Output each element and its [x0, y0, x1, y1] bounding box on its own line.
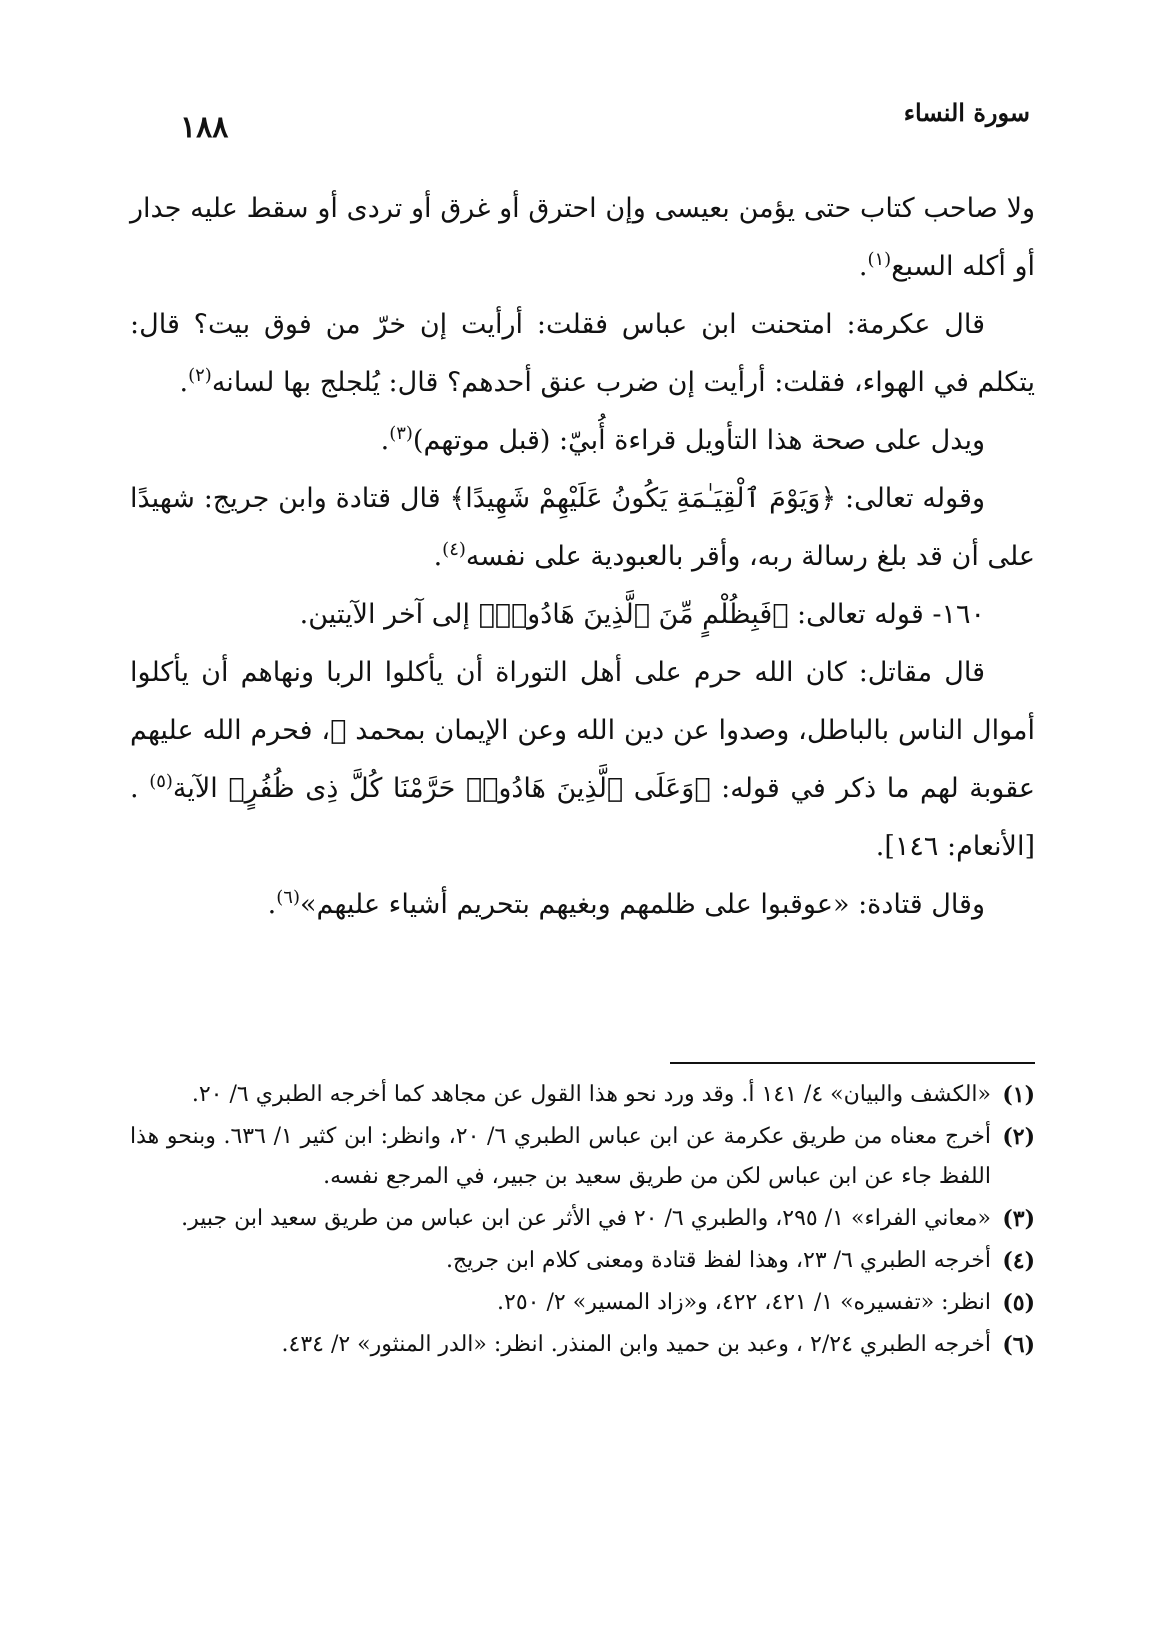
footnote-number: (٤) — [1002, 1248, 1035, 1274]
footnote — [130, 1241, 1035, 1281]
paragraph — [130, 470, 1035, 586]
footnote-number: (١) — [1002, 1082, 1035, 1108]
footnote-number: (٥) — [1002, 1290, 1035, 1316]
main-text — [130, 180, 1035, 934]
paragraph-tail: .[الأنعام: ١٤٦]. — [130, 773, 1035, 862]
paragraph-text: قال عكرمة: امتحنت ابن عباس فقلت: أرأيت إن خرّ من فوق بيت؟ قال: يتكلم في الهواء، فقلت: أرأيت إن ضرب عنق أحدهم؟ قال: يُلجلج بها لسانه — [130, 309, 1035, 398]
footnote — [130, 1075, 1035, 1115]
paragraph — [130, 180, 1035, 296]
footnote-text: «معاني الفراء» ١/ ٢٩٥، والطبري ٦/ ٢٠ في الأثر عن ابن عباس من طريق سعيد ابن جبير. — [181, 1206, 991, 1231]
footnotes — [130, 1075, 1035, 1367]
footnote-number: (٦) — [1002, 1332, 1035, 1358]
footnote — [130, 1325, 1035, 1365]
footnote-marker: (٣) — [389, 423, 413, 444]
footnote-text: أخرج معناه من طريق عكرمة عن ابن عباس الطبري ٦/ ٢٠، وانظر: ابن كثير ١/ ٦٣٦. وبنحو هذا اللفظ جاء عن ابن عباس لكن من طريق سعيد بن جبير، في المرجع نفسه. — [130, 1124, 991, 1189]
paragraph — [130, 876, 1035, 934]
paragraph — [130, 412, 1035, 470]
footnote-number: (٢) — [1002, 1124, 1035, 1150]
paragraph-text: وقوله تعالى: ﴿وَيَوْمَ ٱلْقِيَـٰمَةِ يَكُونُ عَلَيْهِمْ شَهِيدًا﴾ قال قتادة وابن جريج: شهيدًا على أن قد بلغ رسالة ربه، وأقر بالعبودية على نفسه — [130, 483, 1035, 572]
paragraph-text: ١٦٠- قوله تعالى: ﴿فَبِظُلْمٍ مِّنَ ٱلَّذِينَ هَادُوا۟﴾ إلى آخر الآيتين. — [299, 599, 985, 630]
footnote-text: «الكشف والبيان» ٤/ ١٤١ أ. وقد ورد نحو هذا القول عن مجاهد كما أخرجه الطبري ٦/ ٢٠. — [191, 1082, 991, 1107]
footnote-separator — [670, 1062, 1035, 1064]
footnote — [130, 1199, 1035, 1239]
footnote-text: أخرجه الطبري ٢/٢٤ ، وعبد بن حميد وابن المنذر. انظر: «الدر المنثور» ٢/ ٤٣٤. — [281, 1332, 991, 1357]
paragraph — [130, 296, 1035, 412]
paragraph-text: وقال قتادة: «عوقبوا على ظلمهم وبغيهم بتحريم أشياء عليهم» — [299, 889, 985, 920]
footnote — [130, 1283, 1035, 1323]
paragraph-tail: . — [433, 541, 443, 572]
paragraph-tail: . — [380, 425, 390, 456]
footnote-marker: (٦) — [276, 887, 300, 908]
footnote-marker: (٢) — [188, 365, 212, 386]
paragraph — [130, 586, 1035, 644]
paragraph-text: ويدل على صحة هذا التأويل قراءة أُبيّ: (قبل موتهم) — [412, 425, 985, 456]
paragraph-tail: . — [267, 889, 277, 920]
paragraph-text: قال مقاتل: كان الله حرم على أهل التوراة أن يأكلوا الربا ونهاهم أن يأكلوا أموال الناس بالباطل، وصدوا عن دين الله وعن الإيمان بمحمد ﷺ، فحرم الله عليهم عقوبة لهم ما ذكر في قوله: ﴿وَعَلَى ٱلَّذِينَ هَادُوا۟ حَرَّمْنَا كُلَّ ذِى ظُفُرٍ﴾ الآية — [130, 657, 1035, 804]
footnote-text: انظر: «تفسيره» ١/ ٤٢١، ٤٢٢، و«زاد المسير» ٢/ ٢٥٠. — [497, 1290, 991, 1315]
paragraph — [130, 644, 1035, 876]
footnote-text: أخرجه الطبري ٦/ ٢٣، وهذا لفظ قتادة ومعنى كلام ابن جريج. — [445, 1248, 991, 1273]
footnote-number: (٣) — [1002, 1206, 1035, 1232]
page-header — [180, 98, 1030, 158]
footnote — [130, 1117, 1035, 1197]
footnote-marker: (٤) — [442, 539, 466, 560]
paragraph-tail: . — [179, 367, 189, 398]
surah-title: سورة النساء — [903, 98, 1030, 127]
footnote-marker: (٥) — [149, 771, 173, 792]
page-number: ١٨٨ — [180, 110, 229, 145]
paragraph-tail: . — [858, 251, 868, 282]
footnote-marker: (١) — [867, 249, 892, 270]
paragraph-text: ولا صاحب كتاب حتى يؤمن بعيسى وإن احترق أو غرق أو تردى أو سقط عليه جدار أو أكله السبع — [130, 193, 1036, 282]
